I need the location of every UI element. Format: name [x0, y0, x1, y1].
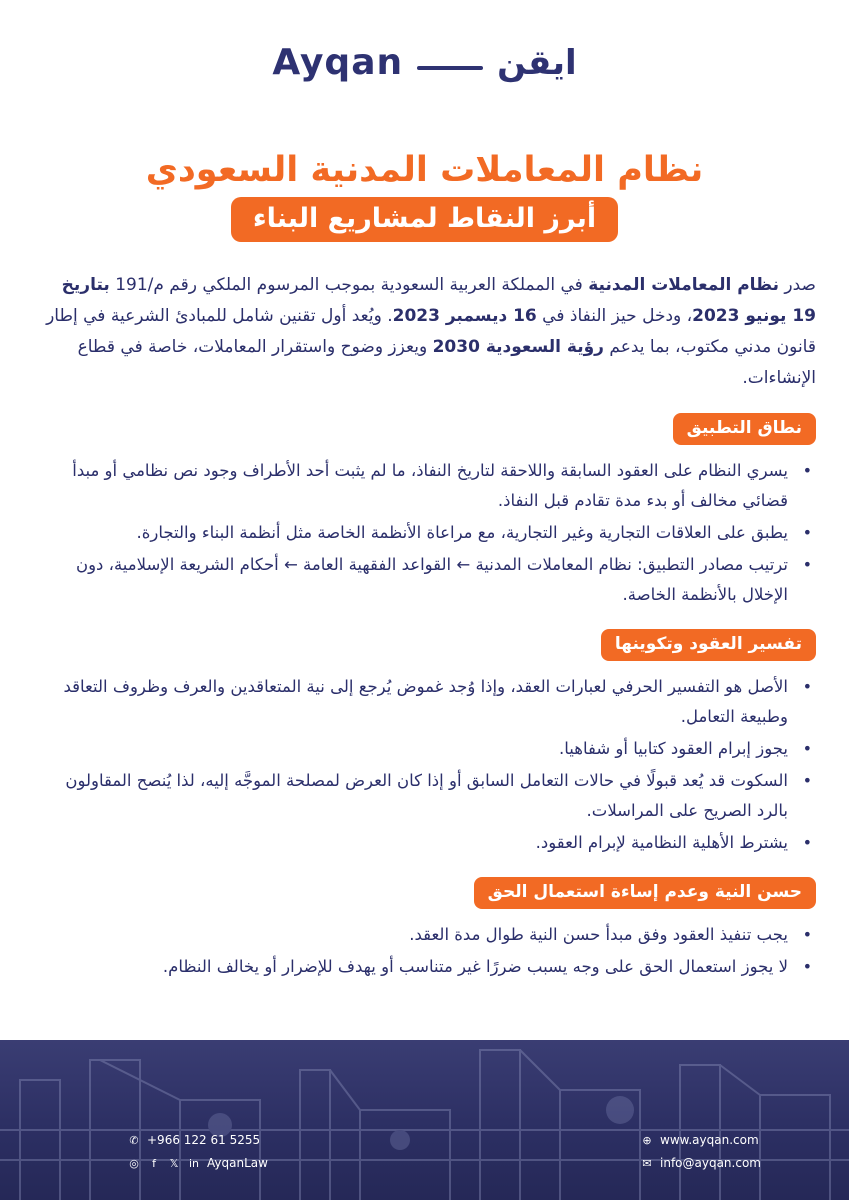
- email-link[interactable]: info@ayqan.com: [660, 1156, 761, 1170]
- list-item: • يسري النظام على العقود السابقة واللاحقة لتاريخ النفاذ، ما لم يثبت أحد الأطراف وجود نص نظامي أو مبدأ قضائي مخالف أو بدء مدة تقادم قبل النفاذ.: [34, 456, 816, 516]
- list-item: • لا يجوز استعمال الحق على وجه يسبب ضررًا غير متناسب أو يهدف للإضرار أو يخالف النظام.: [34, 952, 816, 982]
- list-item: • ترتيب مصادر التطبيق: نظام المعاملات المدنية ← القواعد الفقهية العامة ← أحكام الشريعة الإسلامية، دون الإخلال بالأنظمة الخاصة.: [34, 550, 816, 610]
- list-item: • السكوت قد يُعد قبولًا في حالات التعامل السابق أو إذا كان العرض لمصلحة الموجَّه إليه، لذا يُنصح المقاولون بالرد الصريح على المراسلات.: [34, 766, 816, 826]
- globe-icon: ⊕: [642, 1133, 652, 1147]
- email-icon: ✉: [642, 1156, 652, 1170]
- section-heading: تفسير العقود وتكوينها: [601, 629, 816, 661]
- phone-number[interactable]: +966 122 61 5255: [147, 1133, 261, 1147]
- logo-latin: Ayqan: [272, 42, 404, 83]
- linkedin-icon[interactable]: in: [188, 1156, 200, 1170]
- footer-contact-right: [640, 1130, 761, 1173]
- section-heading: حسن النية وعدم إساءة استعمال الحق: [474, 877, 816, 909]
- facebook-icon[interactable]: f: [152, 1156, 156, 1170]
- instagram-icon[interactable]: ◎: [129, 1156, 139, 1170]
- footer-banner: [0, 1040, 849, 1200]
- logo-arabic: ايقن: [497, 42, 577, 83]
- footer-contact-left: [127, 1130, 268, 1173]
- social-handle[interactable]: AyqanLaw: [207, 1156, 268, 1170]
- list-item: • يجب تنفيذ العقود وفق مبدأ حسن النية طوال مدة العقد.: [34, 920, 816, 950]
- section-scope: [34, 413, 816, 610]
- page-subtitle: أبرز النقاط لمشاريع البناء: [231, 197, 618, 242]
- website-link[interactable]: www.ayqan.com: [660, 1133, 759, 1147]
- intro-paragraph: صدر نظام المعاملات المدنية في المملكة العربية السعودية بموجب المرسوم الملكي رقم م/191 بتاريخ 19 يونيو 2023، ودخل حيز النفاذ في 16 ديسمبر 2023. ويُعد أول تقنين شامل للمبادئ الشرعية في إطار قانون مدني مكتوب، بما يدعم رؤية السعودية 2030 ويعزز وضوح واستقرار المعاملات، خاصة في قطاع الإنشاءات.: [46, 275, 816, 388]
- logo: [0, 42, 849, 83]
- list-item: • الأصل هو التفسير الحرفي لعبارات العقد، وإذا وُجد غموض يُرجع إلى نية المتعاقدين والعرف وظروف التعاقد وطبيعة التعامل.: [34, 672, 816, 732]
- section-good-faith: [34, 877, 816, 982]
- list-item: • يطبق على العلاقات التجارية وغير التجارية، مع مراعاة الأنظمة الخاصة مثل أنظمة البناء والتجارة.: [34, 518, 816, 548]
- x-icon[interactable]: 𝕏: [169, 1156, 179, 1170]
- list-item: • يجوز إبرام العقود كتابيا أو شفاهيا.: [34, 734, 816, 764]
- document-body: [34, 270, 816, 984]
- page-title: نظام المعاملات المدنية السعودي: [145, 150, 704, 190]
- phone-icon: ✆: [129, 1133, 139, 1147]
- industrial-background-image: [0, 1040, 849, 1200]
- logo-divider: [417, 66, 483, 70]
- list-item: • يشترط الأهلية النظامية لإبرام العقود.: [34, 828, 816, 858]
- section-heading: نطاق التطبيق: [673, 413, 816, 445]
- section-interpretation: [34, 629, 816, 858]
